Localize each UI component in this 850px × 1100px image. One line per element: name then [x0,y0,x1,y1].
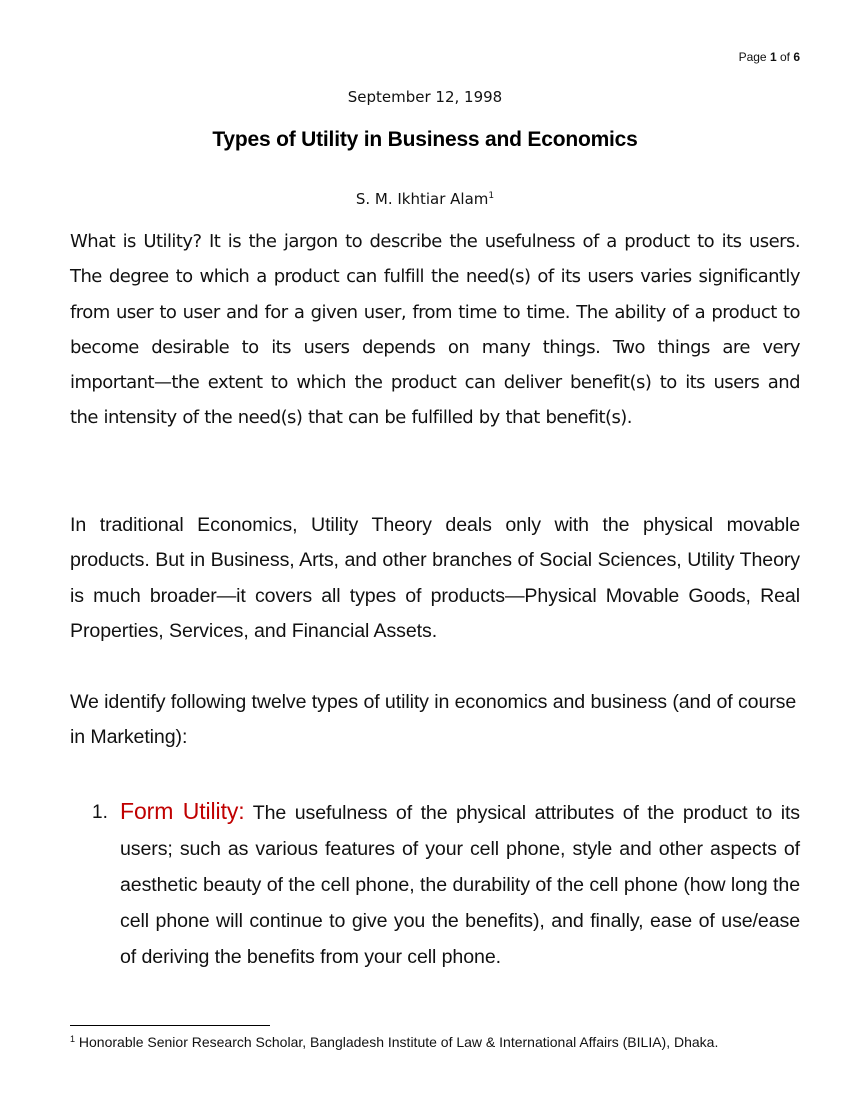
page-of: of [776,50,794,64]
list-item-form-utility [92,793,800,975]
paragraph-twelve-types: We identify following twelve types of utility in economics and business (and of course in Marketing): [70,691,797,749]
paragraph-intro: What is Utility? It is the jargon to describe the usefulness of a product to its users. The degree to which a product can fulfill the need(s) of its users varies significantly from user to user and for a given user, from time to time. The ability of a product to become desirable to its users depends on many things. Two things are very important—the extent to which the product can deliver benefit(s) to its users and the intensity of the need(s) that can be fulfilled by that benefit(s). [70,231,800,429]
list-item-body [120,793,800,975]
footnote-text: Honorable Senior Research Scholar, Bangladesh Institute of Law & International Affairs (BILIA), Dhaka. [75,1034,719,1050]
paragraph-traditional-economics: In traditional Economics, Utility Theory deals only with the physical movable products. But in Business, Arts, and other branches of Social Sciences, Utility Theory is much broader—it covers all types of products—Physical Movable Goods, Real Properties, Services, and Financial Assets. [70,514,800,642]
list-item-number: 1. [92,802,108,823]
document-title: Types of Utility in Business and Economics [212,128,638,151]
list-item-term: Form Utility: [120,798,245,824]
footnote-ref: 1 [70,1034,76,1044]
footnote-separator [70,1025,270,1026]
document-date: September 12, 1998 [347,88,503,106]
page-current: 1 [769,50,777,64]
footnote [70,1034,810,1050]
author-name: S. M. Ikhtiar Alam [355,190,489,208]
page-prefix: Page [738,50,770,64]
author-footnote-ref[interactable]: 1 [488,191,495,201]
document-author [0,190,850,208]
page-total: 6 [793,50,800,64]
list-item-text: The usefulness of the physical attributes of the product to its users; such as various features of your cell phone, style and other aspects of aesthetic beauty of the cell phone, the durability of the cell phone (how long the cell phone will continue to give you the benefits), and finally, ease of use/ease of deriving the benefits from your cell phone. [120,802,800,968]
page-number [739,50,800,64]
